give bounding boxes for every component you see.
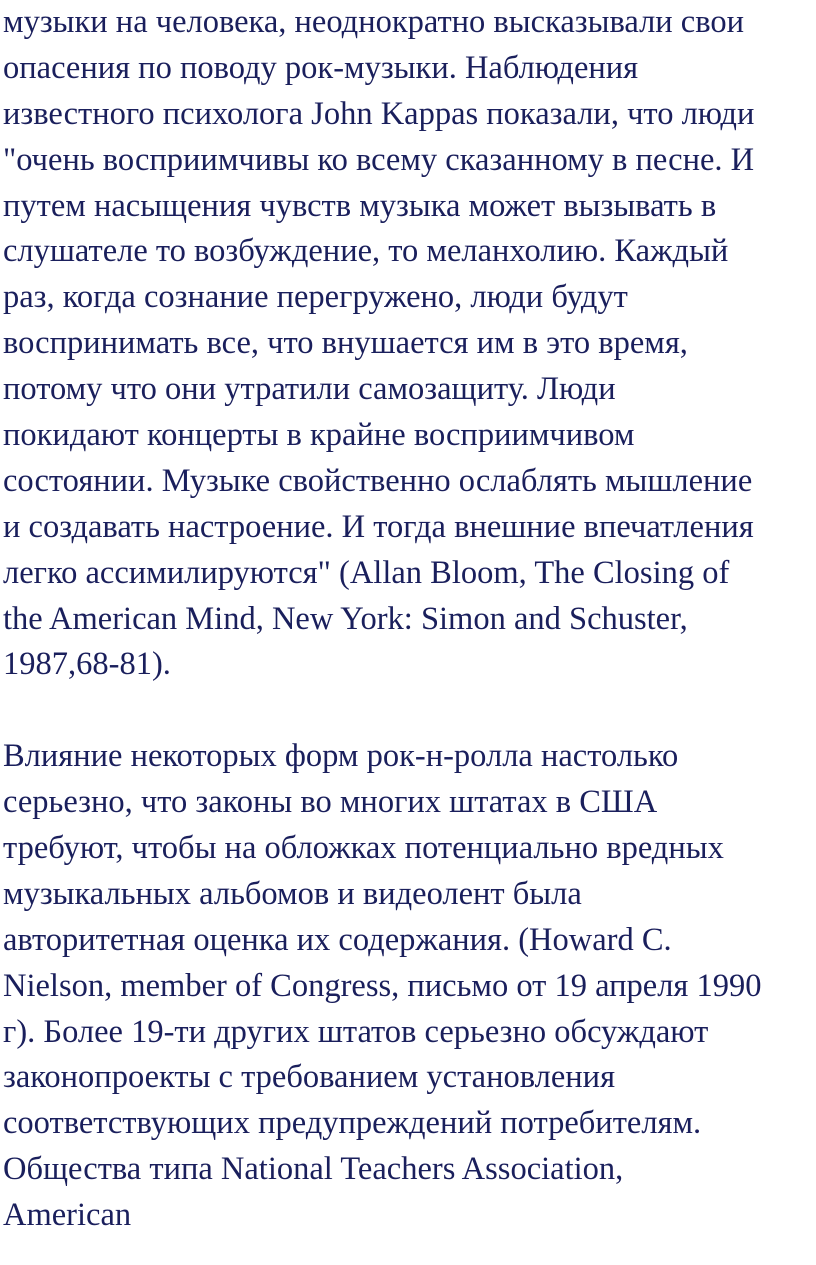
text-line: потому что они утратили самозащиту. Люди <box>3 371 616 408</box>
text-line: путем насыщения чувств музыка может вызывать в <box>3 187 717 224</box>
text-line: известного психолога John Kappas показали, что люди <box>3 95 755 132</box>
text-line: состоянии. Музыке свойственно ослаблять мышление <box>3 462 753 499</box>
text-line: 1987,68-81). <box>3 646 171 683</box>
text-line: музыкальных альбомов и видеолент была <box>3 875 582 912</box>
text-line: the American Mind, New York: Simon and Schuster, <box>3 600 688 637</box>
text-line: раз, когда сознание перегружено, люди будут <box>3 279 628 316</box>
text-line: Влияние некоторых форм рок-н-ролла настолько <box>3 738 679 775</box>
paragraph-1 <box>3 0 816 688</box>
text-line: воспринимать все, что внушается им в это время, <box>3 325 688 362</box>
text-line: музыки на человека, неоднократно высказывали свои <box>3 4 744 40</box>
text-line: требуют, чтобы на обложках потенциально вредных <box>3 830 724 867</box>
text-line: опасения по поводу рок-музыки. Наблюдения <box>3 49 639 86</box>
text-line: законопроекты с требованием установления <box>3 1059 616 1096</box>
text-line: Nielson, member of Congress, письмо от 19 апреля 1990 <box>3 967 762 1004</box>
text-line: г). Более 19-ти других штатов серьезно обсуждают <box>3 1013 709 1050</box>
paragraph-2 <box>3 734 816 1239</box>
text-line: авторитетная оценка их содержания. (Howard C. <box>3 921 672 958</box>
text-line: Общества типа National Teachers Association, <box>3 1151 624 1188</box>
text-line: серьезно, что законы во многих штатах в США <box>3 784 658 821</box>
text-line: слушателе то возбуждение, то меланхолию. Каждый <box>3 233 729 270</box>
text-line: соответствующих предупреждений потребителям. <box>3 1105 702 1142</box>
text-line: и создавать настроение. И тогда внешние впечатления <box>3 508 754 545</box>
text-line: "очень восприимчивы ко всему сказанному в песне. И <box>3 141 755 178</box>
text-line: покидают концерты в крайне восприимчивом <box>3 417 635 454</box>
text-line: American <box>3 1197 132 1234</box>
paragraph-spacer <box>3 688 816 734</box>
text-line: легко ассимилируются" (Allan Bloom, The Closing of <box>3 554 730 591</box>
